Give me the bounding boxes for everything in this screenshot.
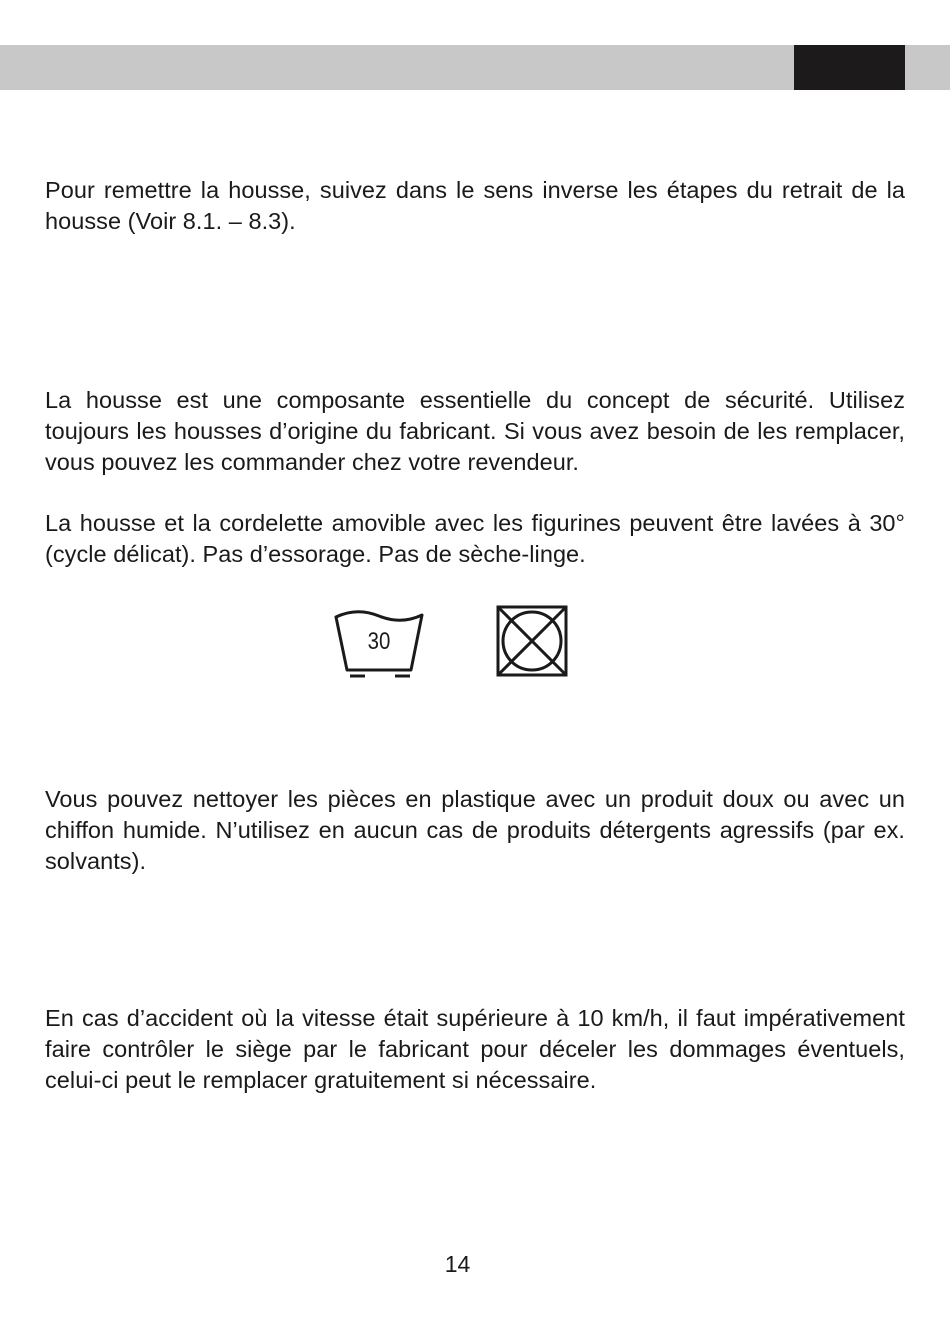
care-symbols xyxy=(333,604,573,684)
paragraph-accident-check: En cas d’accident où la vitesse était supérieure à 10 km/h, il faut impérativement faire contrôler le siège par le fabricant pour déceler les dommages éventuels, celui-ci peut le remplacer gratuitement si nécessaire. xyxy=(45,1005,905,1093)
no-tumble-dry-icon xyxy=(496,605,568,677)
paragraph-plastic-cleaning: Vous pouvez nettoyer les pièces en plastique avec un produit doux ou avec un chiffon humide. N’utilisez en aucun cas de produits détergents agressifs (par ex. solvants). xyxy=(45,786,905,874)
page-number: 14 xyxy=(444,1251,471,1277)
paragraph-cover-safety: La housse est une composante essentielle du concept de sécurité. Utilisez toujours les housses d’origine du fabricant. Si vous avez besoin de les remplacer, vous pouvez les commander chez votre revendeur. xyxy=(45,387,905,475)
paragraph-refit-cover: Pour remettre la housse, suivez dans le sens inverse les étapes du retrait de la housse (Voir 8.1. – 8.3). xyxy=(45,177,905,234)
paragraph-washing-instructions: La housse et la cordelette amovible avec les figurines peuvent être lavées à 30° (cycle délicat). Pas d’essorage. Pas de sèche-linge. xyxy=(45,510,905,567)
wash-temperature-label: 30 xyxy=(367,628,391,655)
wash-30-delicate-icon xyxy=(333,604,425,680)
header-tab xyxy=(794,45,905,90)
